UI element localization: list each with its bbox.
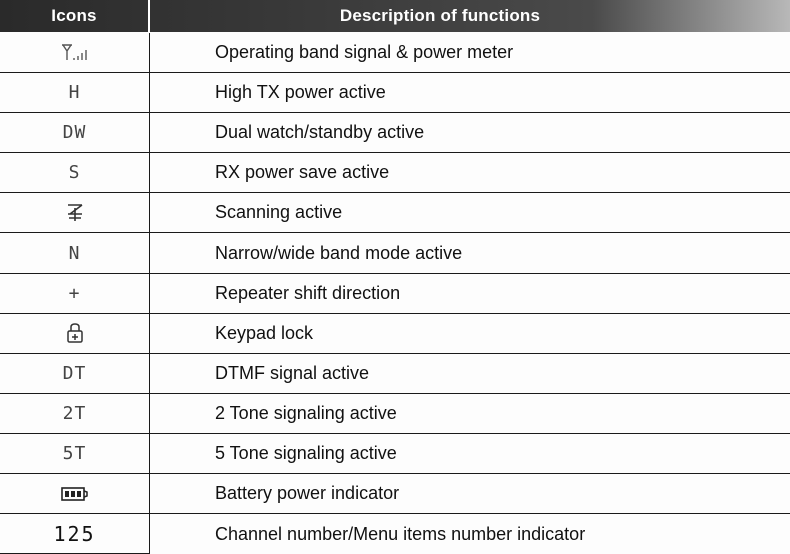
high-power-icon: H [68, 82, 81, 104]
table-row [0, 113, 790, 153]
dual-watch-icon: DW [62, 122, 87, 144]
table-row [0, 474, 790, 514]
two-tone-icon: 2T [62, 402, 87, 424]
icon-cell [0, 314, 150, 353]
description-cell: High TX power active [215, 82, 386, 103]
table-body [0, 33, 790, 554]
header-icons: Icons [0, 0, 150, 32]
description-cell: Scanning active [215, 202, 343, 223]
icon-cell [0, 33, 150, 72]
description-cell: Battery power indicator [215, 483, 400, 504]
narrow-band-icon: N [68, 242, 81, 264]
description-cell: Keypad lock [215, 322, 314, 343]
table-row [0, 33, 790, 73]
description-cell: 5 Tone signaling active [215, 442, 397, 463]
battery-icon [60, 485, 90, 503]
repeater-shift-icon: + [68, 282, 81, 304]
description-cell: Operating band signal & power meter [215, 42, 514, 63]
description-cell: RX power save active [215, 162, 390, 183]
icon-cell [0, 394, 150, 433]
table-row [0, 233, 790, 273]
icon-cell [0, 474, 150, 513]
signal-icon [60, 43, 90, 63]
table-header [0, 0, 790, 32]
icon-cell [0, 73, 150, 112]
icon-cell [0, 354, 150, 393]
table-row [0, 314, 790, 354]
icon-cell [0, 233, 150, 272]
table-row [0, 153, 790, 193]
description-cell: Channel number/Menu items number indicator [215, 523, 586, 544]
table-row [0, 394, 790, 434]
icon-cell [0, 434, 150, 473]
table-row [0, 274, 790, 314]
table-row [0, 193, 790, 233]
description-cell: DTMF signal active [215, 362, 370, 383]
description-cell: Dual watch/standby active [215, 122, 425, 143]
icon-cell [0, 113, 150, 152]
dtmf-icon: DT [62, 362, 87, 384]
table-row [0, 354, 790, 394]
lock-icon [66, 322, 84, 344]
power-save-icon: S [68, 162, 81, 184]
icon-cell [0, 514, 150, 554]
table-row [0, 514, 790, 554]
five-tone-icon: 5T [62, 442, 87, 464]
description-cell: Narrow/wide band mode active [215, 242, 463, 263]
channel-number-icon: 125 [53, 521, 96, 546]
description-cell: Repeater shift direction [215, 282, 401, 303]
header-description: Description of functions [339, 6, 541, 25]
table-row [0, 73, 790, 113]
icon-cell [0, 193, 150, 232]
description-cell: 2 Tone signaling active [215, 402, 397, 423]
icon-cell [0, 274, 150, 313]
table-row [0, 434, 790, 474]
scan-icon [66, 203, 84, 223]
icon-cell [0, 153, 150, 192]
